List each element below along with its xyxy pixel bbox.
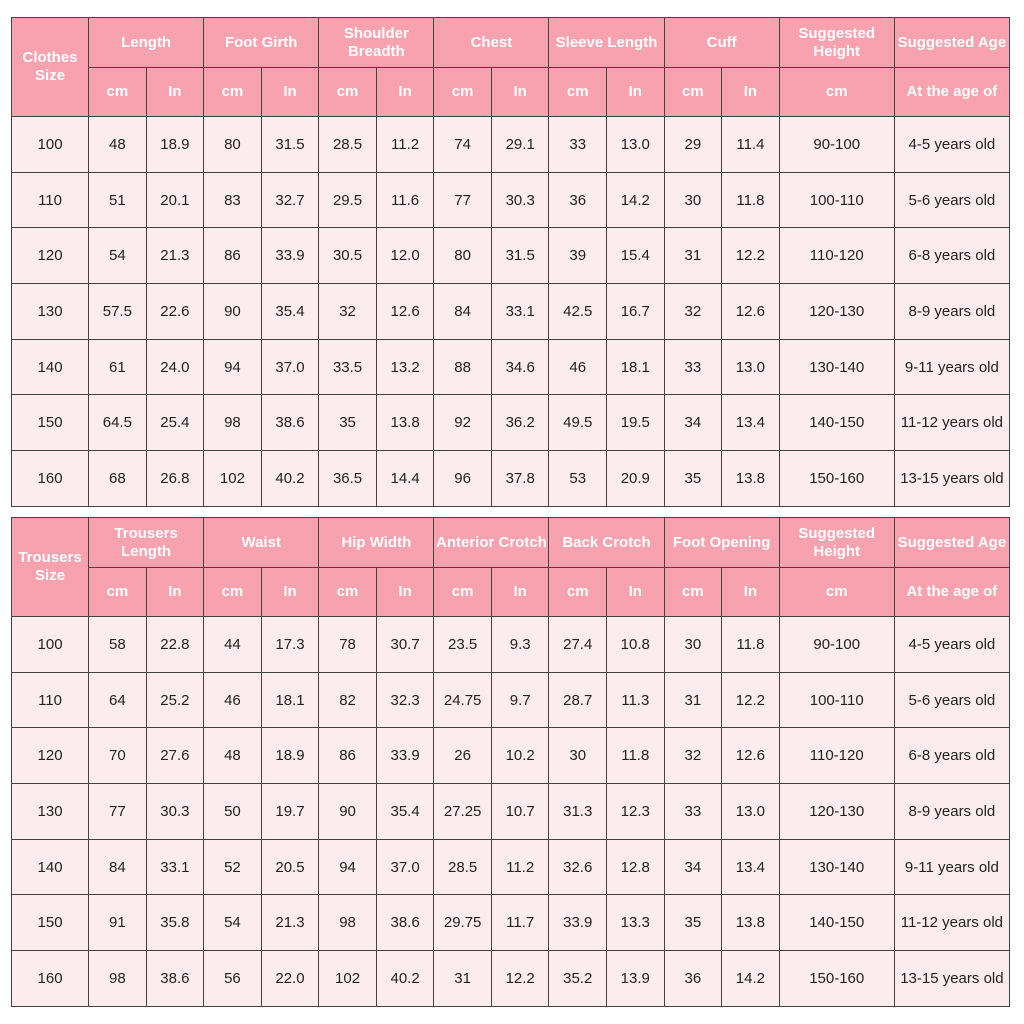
value-cell: 102 (204, 451, 262, 507)
value-cell: 83 (204, 172, 262, 228)
value-cell: 17.3 (261, 617, 319, 673)
value-cell: 32.7 (261, 172, 319, 228)
size-cell: 110 (12, 172, 89, 228)
value-cell: 13.8 (722, 451, 780, 507)
height-cell: 100-110 (779, 672, 894, 728)
unit-in: In (722, 568, 780, 617)
value-cell: 78 (319, 617, 377, 673)
age-unit: At the age of (894, 68, 1009, 117)
value-cell: 36 (664, 951, 722, 1007)
value-cell: 18.1 (261, 672, 319, 728)
height-cell: 90-100 (779, 617, 894, 673)
value-cell: 61 (89, 339, 147, 395)
value-cell: 77 (89, 784, 147, 840)
measurement-header: Chest (434, 18, 549, 68)
height-cell: 100-110 (779, 172, 894, 228)
value-cell: 20.9 (607, 451, 665, 507)
table-row (12, 172, 1010, 228)
value-cell: 33.5 (319, 339, 377, 395)
measurement-header: Hip Width (319, 518, 434, 568)
size-header: Trousers Size (12, 518, 89, 617)
height-cell: 110-120 (779, 228, 894, 284)
value-cell: 31.5 (261, 117, 319, 173)
age-cell: 9-11 years old (894, 339, 1009, 395)
value-cell: 84 (89, 839, 147, 895)
value-cell: 32 (319, 284, 377, 340)
unit-cm: cm (204, 568, 262, 617)
unit-cm: cm (434, 568, 492, 617)
age-cell: 13-15 years old (894, 451, 1009, 507)
value-cell: 32.3 (376, 672, 434, 728)
age-cell: 5-6 years old (894, 672, 1009, 728)
value-cell: 46 (549, 339, 607, 395)
value-cell: 11.3 (607, 672, 665, 728)
unit-in: In (607, 68, 665, 117)
table-row (12, 284, 1010, 340)
value-cell: 56 (204, 951, 262, 1007)
value-cell: 20.5 (261, 839, 319, 895)
height-cell: 130-140 (779, 339, 894, 395)
age-header: Suggested Age (894, 518, 1009, 568)
value-cell: 48 (204, 728, 262, 784)
size-cell: 130 (12, 784, 89, 840)
value-cell: 10.2 (491, 728, 549, 784)
unit-in: In (261, 68, 319, 117)
value-cell: 88 (434, 339, 492, 395)
table-row (12, 784, 1010, 840)
table-row (12, 951, 1010, 1007)
table-row (12, 672, 1010, 728)
age-cell: 9-11 years old (894, 839, 1009, 895)
value-cell: 91 (89, 895, 147, 951)
value-cell: 19.5 (607, 395, 665, 451)
table-row (12, 395, 1010, 451)
unit-in: In (491, 68, 549, 117)
table-row (12, 728, 1010, 784)
height-cell: 120-130 (779, 784, 894, 840)
value-cell: 38.6 (146, 951, 204, 1007)
value-cell: 11.8 (607, 728, 665, 784)
value-cell: 20.1 (146, 172, 204, 228)
value-cell: 18.9 (146, 117, 204, 173)
age-cell: 6-8 years old (894, 728, 1009, 784)
value-cell: 54 (204, 895, 262, 951)
unit-in: In (261, 568, 319, 617)
value-cell: 22.6 (146, 284, 204, 340)
size-cell: 140 (12, 339, 89, 395)
value-cell: 12.2 (722, 672, 780, 728)
value-cell: 84 (434, 284, 492, 340)
value-cell: 35 (664, 451, 722, 507)
measurement-header: Length (89, 18, 204, 68)
age-cell: 4-5 years old (894, 617, 1009, 673)
value-cell: 10.8 (607, 617, 665, 673)
value-cell: 49.5 (549, 395, 607, 451)
value-cell: 14.4 (376, 451, 434, 507)
value-cell: 12.2 (722, 228, 780, 284)
value-cell: 35 (319, 395, 377, 451)
value-cell: 11.2 (491, 839, 549, 895)
age-header: Suggested Age (894, 18, 1009, 68)
size-header: Clothes Size (12, 18, 89, 117)
value-cell: 51 (89, 172, 147, 228)
value-cell: 102 (319, 951, 377, 1007)
value-cell: 77 (434, 172, 492, 228)
value-cell: 13.4 (722, 839, 780, 895)
height-cell: 150-160 (779, 951, 894, 1007)
unit-cm: cm (319, 568, 377, 617)
value-cell: 28.7 (549, 672, 607, 728)
value-cell: 13.8 (376, 395, 434, 451)
age-cell: 4-5 years old (894, 117, 1009, 173)
value-cell: 30.7 (376, 617, 434, 673)
value-cell: 34 (664, 395, 722, 451)
value-cell: 22.0 (261, 951, 319, 1007)
value-cell: 90 (204, 284, 262, 340)
value-cell: 18.1 (607, 339, 665, 395)
unit-in: In (146, 568, 204, 617)
value-cell: 32 (664, 728, 722, 784)
value-cell: 30.5 (319, 228, 377, 284)
value-cell: 33 (549, 117, 607, 173)
value-cell: 29.1 (491, 117, 549, 173)
value-cell: 13.9 (607, 951, 665, 1007)
value-cell: 98 (204, 395, 262, 451)
height-cell: 140-150 (779, 395, 894, 451)
value-cell: 13.3 (607, 895, 665, 951)
value-cell: 21.3 (261, 895, 319, 951)
value-cell: 28.5 (434, 839, 492, 895)
value-cell: 15.4 (607, 228, 665, 284)
value-cell: 22.8 (146, 617, 204, 673)
size-cell: 120 (12, 228, 89, 284)
value-cell: 25.4 (146, 395, 204, 451)
measurement-header: Cuff (664, 18, 779, 68)
unit-cm: cm (204, 68, 262, 117)
value-cell: 23.5 (434, 617, 492, 673)
value-cell: 37.8 (491, 451, 549, 507)
height-cell: 150-160 (779, 451, 894, 507)
value-cell: 64.5 (89, 395, 147, 451)
value-cell: 13.2 (376, 339, 434, 395)
value-cell: 12.6 (722, 728, 780, 784)
value-cell: 24.75 (434, 672, 492, 728)
value-cell: 68 (89, 451, 147, 507)
value-cell: 29.5 (319, 172, 377, 228)
unit-row (12, 68, 1010, 117)
age-unit: At the age of (894, 568, 1009, 617)
unit-in: In (491, 568, 549, 617)
value-cell: 80 (204, 117, 262, 173)
value-cell: 35.2 (549, 951, 607, 1007)
value-cell: 52 (204, 839, 262, 895)
height-cell: 90-100 (779, 117, 894, 173)
value-cell: 14.2 (722, 951, 780, 1007)
value-cell: 10.7 (491, 784, 549, 840)
value-cell: 34 (664, 839, 722, 895)
age-cell: 8-9 years old (894, 784, 1009, 840)
value-cell: 37.0 (376, 839, 434, 895)
value-cell: 35.4 (376, 784, 434, 840)
value-cell: 27.25 (434, 784, 492, 840)
table-row (12, 117, 1010, 173)
value-cell: 54 (89, 228, 147, 284)
unit-cm: cm (549, 568, 607, 617)
measurement-header: Anterior Crotch (434, 518, 549, 568)
value-cell: 12.3 (607, 784, 665, 840)
value-cell: 38.6 (376, 895, 434, 951)
value-cell: 33 (664, 784, 722, 840)
value-cell: 96 (434, 451, 492, 507)
unit-in: In (146, 68, 204, 117)
value-cell: 40.2 (376, 951, 434, 1007)
measurement-header: Foot Girth (204, 18, 319, 68)
value-cell: 35.8 (146, 895, 204, 951)
value-cell: 12.8 (607, 839, 665, 895)
value-cell: 46 (204, 672, 262, 728)
size-cell: 110 (12, 672, 89, 728)
value-cell: 12.2 (491, 951, 549, 1007)
unit-in: In (376, 568, 434, 617)
value-cell: 86 (204, 228, 262, 284)
unit-cm: cm (434, 68, 492, 117)
size-cell: 100 (12, 617, 89, 673)
value-cell: 44 (204, 617, 262, 673)
value-cell: 11.7 (491, 895, 549, 951)
value-cell: 35 (664, 895, 722, 951)
size-cell: 120 (12, 728, 89, 784)
value-cell: 18.9 (261, 728, 319, 784)
age-cell: 11-12 years old (894, 395, 1009, 451)
value-cell: 11.2 (376, 117, 434, 173)
value-cell: 98 (319, 895, 377, 951)
value-cell: 25.2 (146, 672, 204, 728)
size-cell: 100 (12, 117, 89, 173)
size-cell: 140 (12, 839, 89, 895)
unit-cm: cm (319, 68, 377, 117)
value-cell: 39 (549, 228, 607, 284)
value-cell: 33.1 (146, 839, 204, 895)
header-row (12, 18, 1010, 68)
age-cell: 6-8 years old (894, 228, 1009, 284)
table-row (12, 617, 1010, 673)
age-cell: 11-12 years old (894, 895, 1009, 951)
value-cell: 31 (434, 951, 492, 1007)
value-cell: 30 (549, 728, 607, 784)
value-cell: 36.2 (491, 395, 549, 451)
value-cell: 12.0 (376, 228, 434, 284)
value-cell: 37.0 (261, 339, 319, 395)
size-cell: 160 (12, 951, 89, 1007)
value-cell: 36.5 (319, 451, 377, 507)
height-cell: 140-150 (779, 895, 894, 951)
value-cell: 9.7 (491, 672, 549, 728)
value-cell: 12.6 (722, 284, 780, 340)
height-header: Suggested Height (779, 18, 894, 68)
value-cell: 29.75 (434, 895, 492, 951)
size-cell: 130 (12, 284, 89, 340)
table-row (12, 839, 1010, 895)
value-cell: 30 (664, 172, 722, 228)
unit-cm: cm (664, 68, 722, 117)
value-cell: 13.0 (722, 784, 780, 840)
unit-cm: cm (89, 68, 147, 117)
value-cell: 19.7 (261, 784, 319, 840)
unit-cm: cm (664, 568, 722, 617)
height-cell: 130-140 (779, 839, 894, 895)
measurement-header: Back Crotch (549, 518, 664, 568)
header-row (12, 518, 1010, 568)
value-cell: 12.6 (376, 284, 434, 340)
value-cell: 33.9 (549, 895, 607, 951)
value-cell: 13.8 (722, 895, 780, 951)
value-cell: 26.8 (146, 451, 204, 507)
value-cell: 50 (204, 784, 262, 840)
measurement-header: Trousers Length (89, 518, 204, 568)
value-cell: 30.3 (491, 172, 549, 228)
value-cell: 9.3 (491, 617, 549, 673)
value-cell: 11.4 (722, 117, 780, 173)
value-cell: 33.1 (491, 284, 549, 340)
measurement-header: Shoulder Breadth (319, 18, 434, 68)
value-cell: 30.3 (146, 784, 204, 840)
table-row (12, 895, 1010, 951)
value-cell: 24.0 (146, 339, 204, 395)
unit-in: In (607, 568, 665, 617)
value-cell: 11.6 (376, 172, 434, 228)
value-cell: 14.2 (607, 172, 665, 228)
value-cell: 31.5 (491, 228, 549, 284)
value-cell: 31.3 (549, 784, 607, 840)
value-cell: 33.9 (376, 728, 434, 784)
value-cell: 94 (204, 339, 262, 395)
value-cell: 92 (434, 395, 492, 451)
value-cell: 80 (434, 228, 492, 284)
unit-cm: cm (549, 68, 607, 117)
value-cell: 70 (89, 728, 147, 784)
value-cell: 36 (549, 172, 607, 228)
value-cell: 90 (319, 784, 377, 840)
table-row (12, 339, 1010, 395)
trousers-size-table (11, 517, 1010, 1007)
height-cell: 110-120 (779, 728, 894, 784)
value-cell: 33 (664, 339, 722, 395)
unit-in: In (376, 68, 434, 117)
unit-cm: cm (89, 568, 147, 617)
value-cell: 11.8 (722, 172, 780, 228)
age-cell: 8-9 years old (894, 284, 1009, 340)
age-cell: 13-15 years old (894, 951, 1009, 1007)
value-cell: 38.6 (261, 395, 319, 451)
clothes-size-table (11, 17, 1010, 507)
value-cell: 34.6 (491, 339, 549, 395)
value-cell: 53 (549, 451, 607, 507)
value-cell: 33.9 (261, 228, 319, 284)
size-cell: 150 (12, 395, 89, 451)
value-cell: 86 (319, 728, 377, 784)
value-cell: 98 (89, 951, 147, 1007)
measurement-header: Foot Opening (664, 518, 779, 568)
measurement-header: Waist (204, 518, 319, 568)
age-cell: 5-6 years old (894, 172, 1009, 228)
value-cell: 74 (434, 117, 492, 173)
table-row (12, 451, 1010, 507)
value-cell: 30 (664, 617, 722, 673)
value-cell: 13.4 (722, 395, 780, 451)
value-cell: 40.2 (261, 451, 319, 507)
value-cell: 11.8 (722, 617, 780, 673)
value-cell: 31 (664, 228, 722, 284)
unit-row (12, 568, 1010, 617)
measurement-header: Sleeve Length (549, 18, 664, 68)
unit-in: In (722, 68, 780, 117)
value-cell: 13.0 (722, 339, 780, 395)
value-cell: 32 (664, 284, 722, 340)
value-cell: 94 (319, 839, 377, 895)
size-cell: 160 (12, 451, 89, 507)
value-cell: 27.6 (146, 728, 204, 784)
value-cell: 48 (89, 117, 147, 173)
value-cell: 26 (434, 728, 492, 784)
value-cell: 57.5 (89, 284, 147, 340)
value-cell: 31 (664, 672, 722, 728)
value-cell: 64 (89, 672, 147, 728)
table-row (12, 228, 1010, 284)
value-cell: 29 (664, 117, 722, 173)
value-cell: 35.4 (261, 284, 319, 340)
height-cell: 120-130 (779, 284, 894, 340)
value-cell: 82 (319, 672, 377, 728)
height-unit: cm (779, 68, 894, 117)
value-cell: 58 (89, 617, 147, 673)
value-cell: 27.4 (549, 617, 607, 673)
size-cell: 150 (12, 895, 89, 951)
height-unit: cm (779, 568, 894, 617)
height-header: Suggested Height (779, 518, 894, 568)
value-cell: 42.5 (549, 284, 607, 340)
value-cell: 13.0 (607, 117, 665, 173)
value-cell: 32.6 (549, 839, 607, 895)
value-cell: 28.5 (319, 117, 377, 173)
value-cell: 16.7 (607, 284, 665, 340)
value-cell: 21.3 (146, 228, 204, 284)
